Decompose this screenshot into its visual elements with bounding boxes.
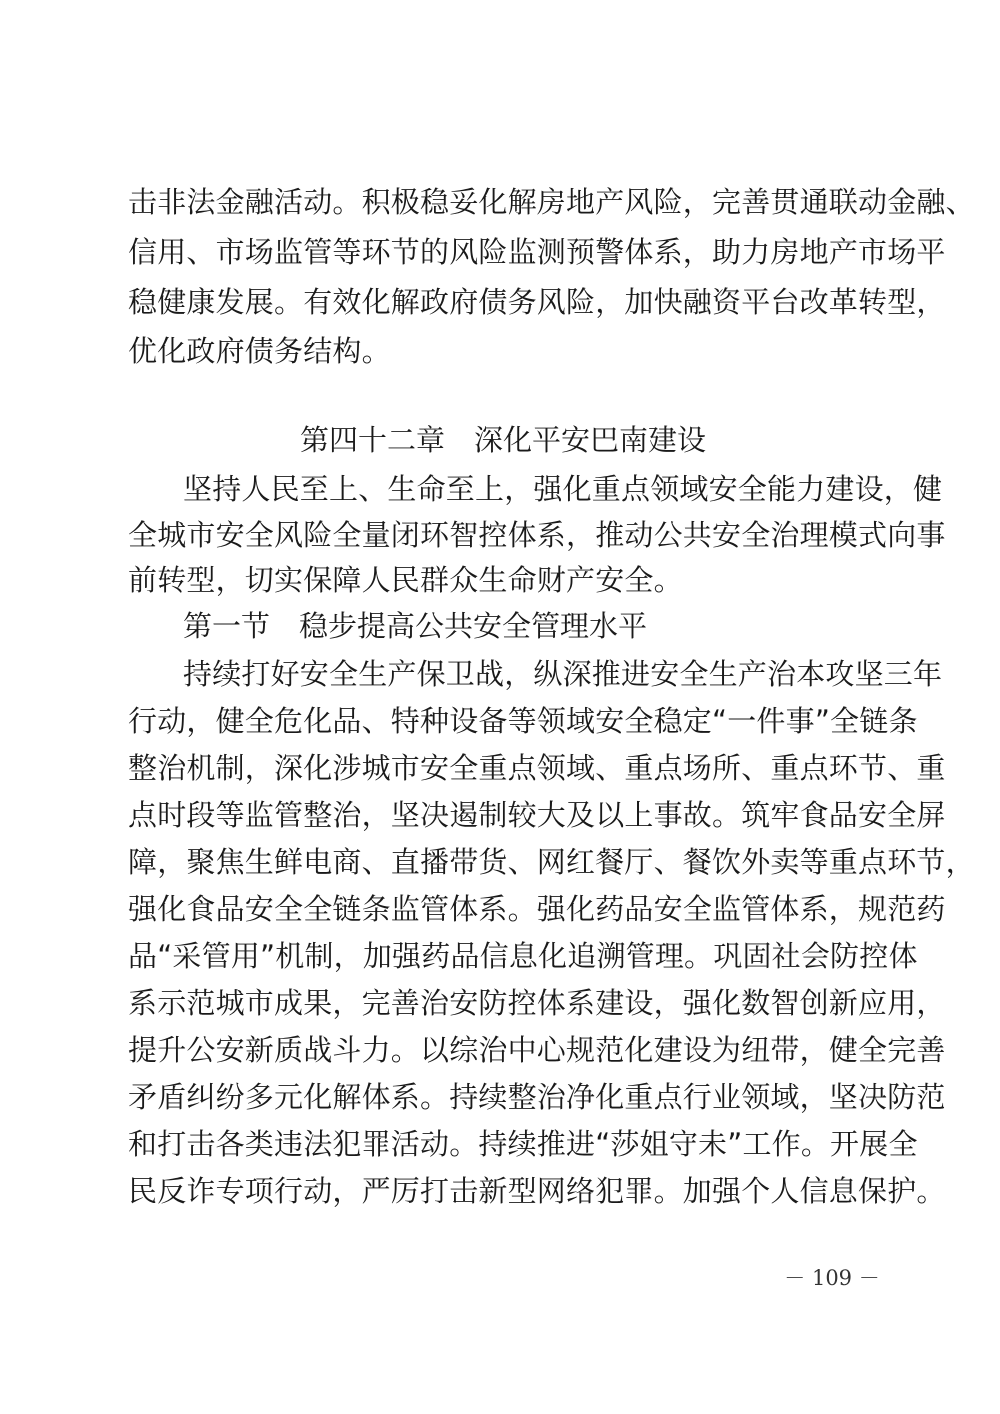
paragraph-line: 前转型，切实保障人民群众生命财产安全。 xyxy=(128,563,683,597)
paragraph-line: 提升公安新质战斗力。以综治中心规范化建设为纽带，健全完善 xyxy=(128,1033,946,1067)
paragraph-line: 稳健康发展。有效化解政府债务风险，加快融资平台改革转型， xyxy=(128,285,946,319)
section-title: 第一节 稳步提高公共安全管理水平 xyxy=(183,609,648,643)
paragraph-line: 优化政府债务结构。 xyxy=(128,334,391,368)
paragraph-line: 障，聚焦生鲜电商、直播带货、网红餐厅、餐饮外卖等重点环节， xyxy=(128,845,975,879)
paragraph-line: 系示范城市成果，完善治安防控体系建设，强化数智创新应用， xyxy=(128,986,946,1020)
paragraph-line: 和打击各类违法犯罪活动。持续推进“莎姐守未”工作。开展全 xyxy=(128,1127,918,1161)
paragraph-line: 点时段等监管整治，坚决遏制较大及以上事故。筑牢食品安全屏 xyxy=(128,798,946,832)
paragraph-line: 行动，健全危化品、特种设备等领域安全稳定“一件事”全链条 xyxy=(128,704,918,738)
paragraph-line: 强化食品安全全链条监管体系。强化药品安全监管体系，规范药 xyxy=(128,892,946,926)
paragraph-line: 持续打好安全生产保卫战，纵深推进安全生产治本攻坚三年 xyxy=(183,657,943,691)
paragraph-line: 民反诈专项行动，严厉打击新型网络犯罪。加强个人信息保护。 xyxy=(128,1174,946,1208)
paragraph-line: 信用、市场监管等环节的风险监测预警体系，助力房地产市场平 xyxy=(128,235,946,269)
paragraph-line: 整治机制，深化涉城市安全重点领域、重点场所、重点环节、重 xyxy=(128,751,946,785)
paragraph-line: 矛盾纠纷多元化解体系。持续整治净化重点行业领域，坚决防范 xyxy=(128,1080,946,1114)
paragraph-line: 品“采管用”机制，加强药品信息化追溯管理。巩固社会防控体 xyxy=(128,939,918,973)
paragraph-line: 坚持人民至上、生命至上，强化重点领域安全能力建设，健 xyxy=(183,472,943,506)
paragraph-line: 全城市安全风险全量闭环智控体系，推动公共安全治理模式向事 xyxy=(128,518,946,552)
page-number: － 109 － xyxy=(784,1266,880,1290)
chapter-title: 第四十二章 深化平安巴南建设 xyxy=(299,423,706,457)
paragraph-line: 击非法金融活动。积极稳妥化解房地产风险，完善贯通联动金融、 xyxy=(128,185,975,219)
